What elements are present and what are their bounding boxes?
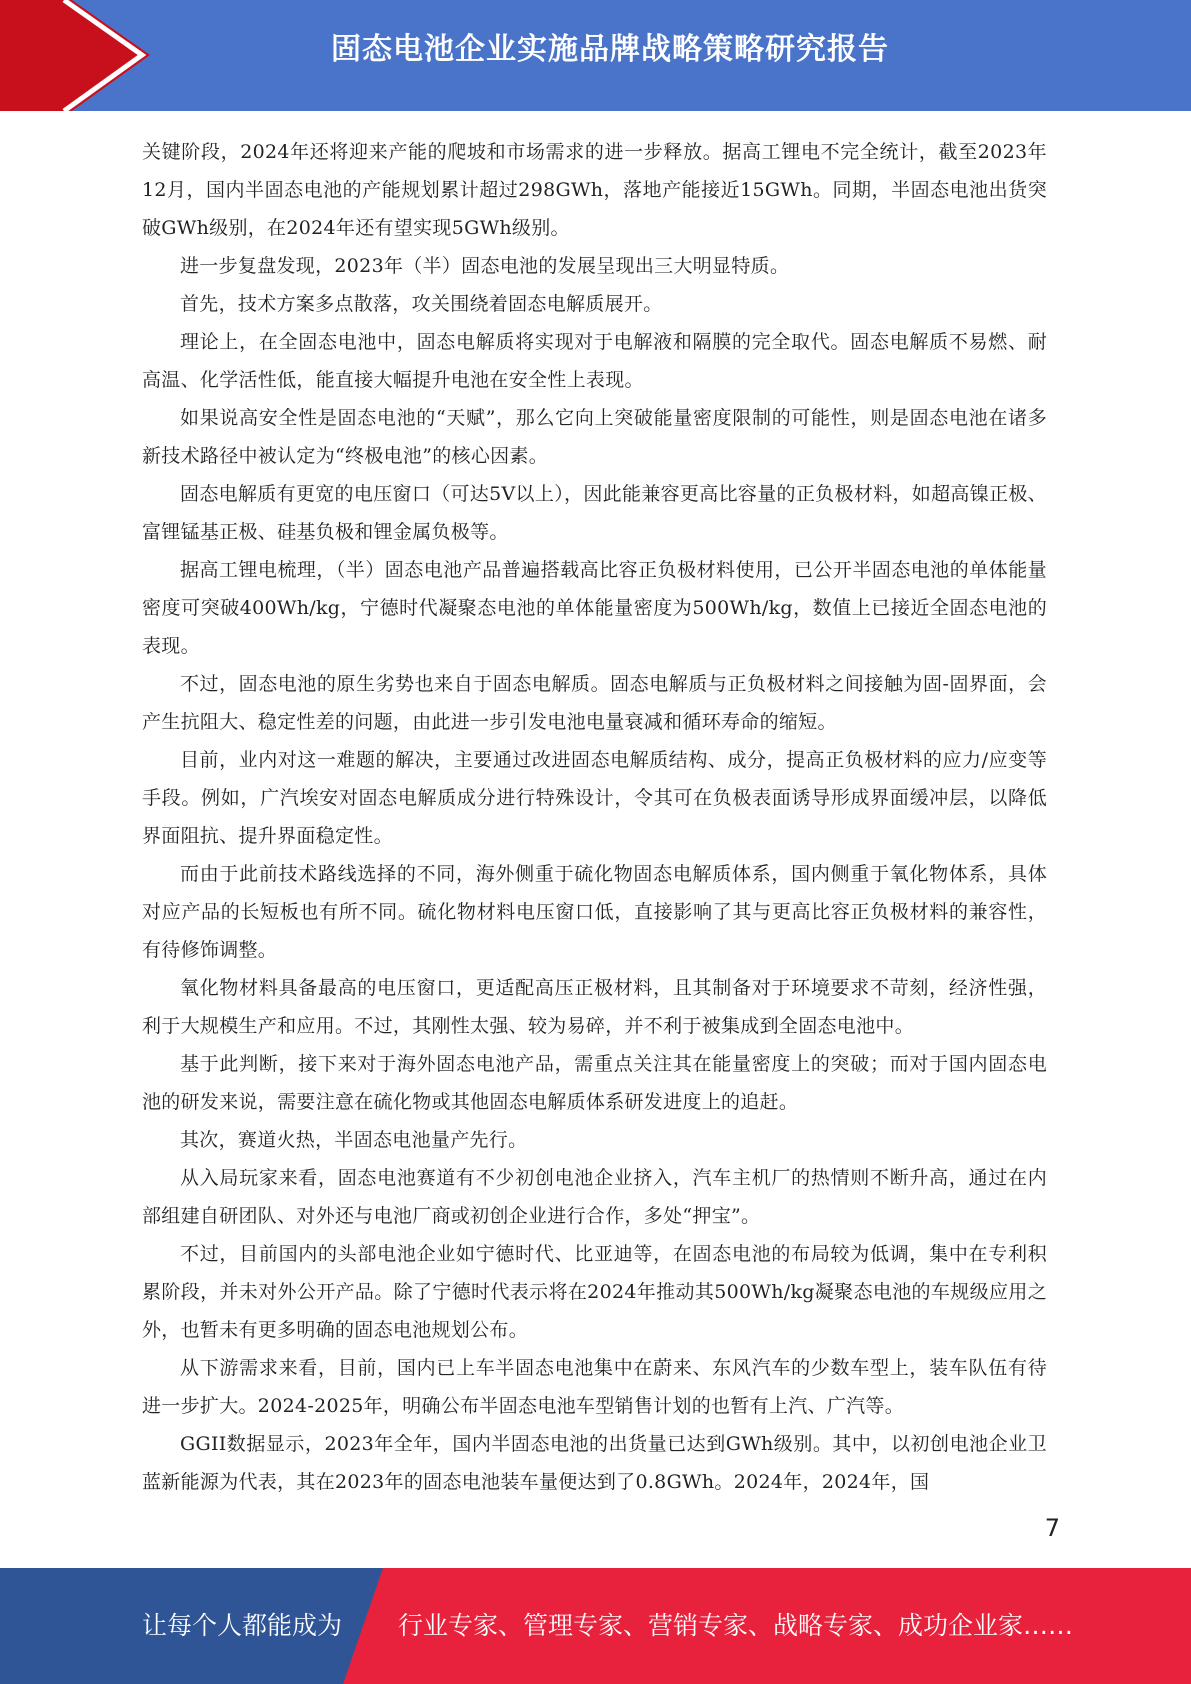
- paragraph: GGII数据显示，2023年全年，国内半固态电池的出货量已达到GWh级别。其中，以初创电池企业卫蓝新能源为代表，其在2023年的固态电池装车量便达到了0.8GWh。2024年，2024年，国: [142, 1433, 1047, 1493]
- header-arrow-icon: [0, 0, 160, 111]
- paragraph: 固态电解质有更宽的电压窗口（可达5V以上），因此能兼容更高比容量的正负极材料，如超高镍正极、富锂锰基正极、硅基负极和锂金属负极等。: [142, 483, 1047, 543]
- paragraph: 如果说高安全性是固态电池的“天赋”，那么它向上突破能量密度限制的可能性，则是固态电池在诸多新技术路径中被认定为“终极电池”的核心因素。: [142, 407, 1047, 467]
- paragraph: 氧化物材料具备最高的电压窗口，更适配高压正极材料，且其制备对于环境要求不苛刻，经济性强，利于大规模生产和应用。不过，其刚性太强、较为易碎，并不利于被集成到全固态电池中。: [142, 977, 1047, 1037]
- footer-slogan-left: 让每个人都能成为: [142, 1611, 343, 1640]
- paragraph: 不过，固态电池的原生劣势也来自于固态电解质。固态电解质与正负极材料之间接触为固-固界面，会产生抗阻大、稳定性差的问题，由此进一步引发电池电量衰减和循环寿命的缩短。: [142, 673, 1047, 733]
- paragraph: 不过，目前国内的头部电池企业如宁德时代、比亚迪等，在固态电池的布局较为低调，集中在专利积累阶段，并未对外公开产品。除了宁德时代表示将在2024年推动其500Wh/kg凝聚态电池的车规级应用之外，也暂未有更多明确的固态电池规划公布。: [142, 1243, 1047, 1341]
- paragraph: 基于此判断，接下来对于海外固态电池产品，需重点关注其在能量密度上的突破；而对于国内固态电池的研发来说，需要注意在硫化物或其他固态电解质体系研发进度上的追赶。: [142, 1053, 1047, 1113]
- page-number: 7: [1044, 1514, 1060, 1542]
- paragraph: 而由于此前技术路线选择的不同，海外侧重于硫化物固态电解质体系，国内侧重于氧化物体系，具体对应产品的长短板也有所不同。硫化物材料电压窗口低，直接影响了其与更高比容正负极材料的兼容性，有待修饰调整。: [142, 863, 1047, 961]
- paragraph: 理论上，在全固态电池中，固态电解质将实现对于电解液和隔膜的完全取代。固态电解质不易燃、耐高温、化学活性低，能直接大幅提升电池在安全性上表现。: [142, 331, 1047, 391]
- body-text: [142, 133, 1047, 1501]
- paragraph: 首先，技术方案多点散落，攻关围绕着固态电解质展开。: [180, 293, 663, 315]
- paragraph: 目前，业内对这一难题的解决，主要通过改进固态电解质结构、成分，提高正负极材料的应力/应变等手段。例如，广汽埃安对固态电解质成分进行特殊设计，令其可在负极表面诱导形成界面缓冲层，以降低界面阻抗、提升界面稳定性。: [142, 749, 1047, 847]
- paragraph: 进一步复盘发现，2023年（半）固态电池的发展呈现出三大明显特质。: [180, 255, 790, 277]
- paragraph: 从下游需求来看，目前，国内已上车半固态电池集中在蔚来、东风汽车的少数车型上，装车队伍有待进一步扩大。2024-2025年，明确公布半固态电池车型销售计划的也暂有上汽、广汽等。: [142, 1357, 1047, 1417]
- paragraph: 据高工锂电梳理，（半）固态电池产品普遍搭载高比容正负极材料使用，已公开半固态电池的单体能量密度可突破400Wh/kg，宁德时代凝聚态电池的单体能量密度为500Wh/kg，数值上已接近全固态电池的表现。: [142, 559, 1047, 657]
- footer-slogan-right: 行业专家、管理专家、营销专家、战略专家、成功企业家……: [398, 1611, 1074, 1640]
- page-footer: [0, 1568, 1191, 1684]
- paragraph: 其次，赛道火热，半固态电池量产先行。: [180, 1129, 528, 1151]
- page-header: [0, 0, 1191, 111]
- paragraph: 从入局玩家来看，固态电池赛道有不少初创电池企业挤入，汽车主机厂的热情则不断升高，通过在内部组建自研团队、对外还与电池厂商或初创企业进行合作，多处“押宝”。: [142, 1167, 1047, 1227]
- paragraph: 关键阶段，2024年还将迎来产能的爬坡和市场需求的进一步释放。据高工锂电不完全统计，截至2023年12月，国内半固态电池的产能规划累计超过298GWh，落地产能接近15GWh。同期，半固态电池出货突破GWh级别，在2024年还有望实现5GWh级别。: [142, 141, 1047, 239]
- report-title: 固态电池企业实施品牌战略策略研究报告: [331, 32, 889, 67]
